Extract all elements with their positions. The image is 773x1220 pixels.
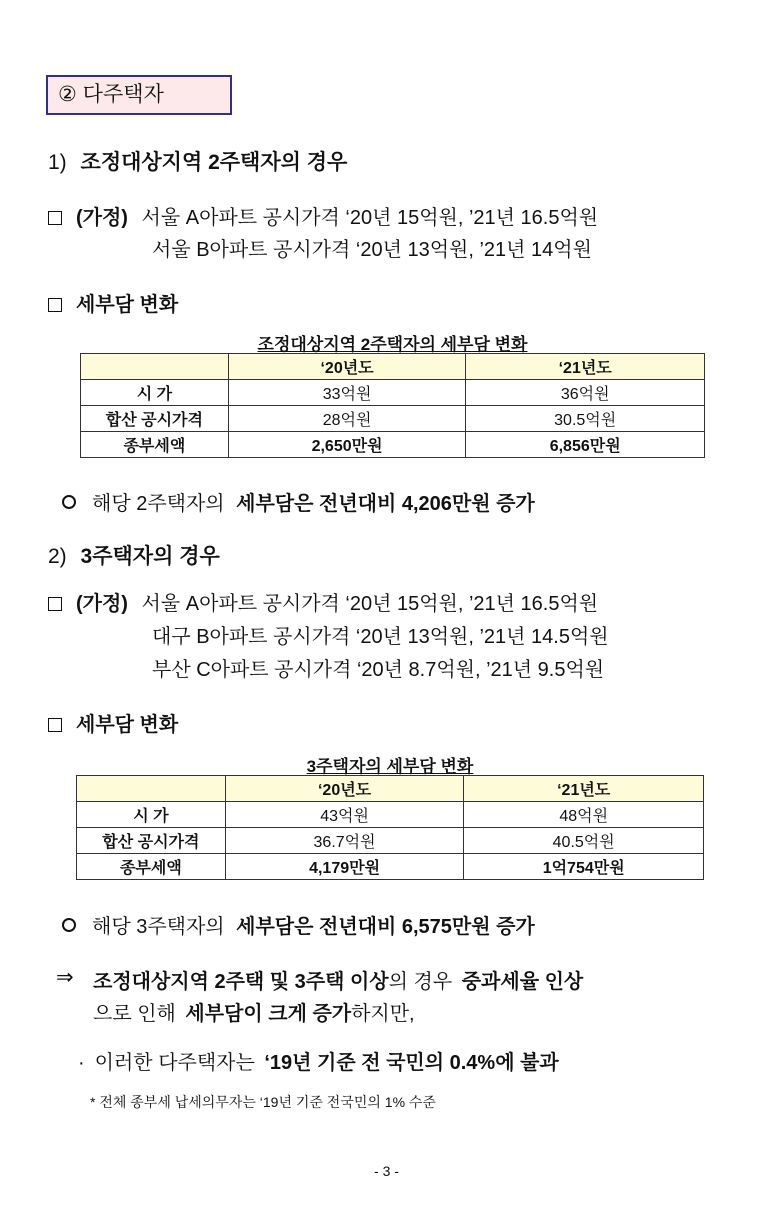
footnote: * 전체 종부세 납세의무자는 ‘19년 기준 전국민의 1% 수준: [90, 1094, 436, 1110]
conclusion-bold-2: 중과세율 인상: [461, 971, 584, 993]
cell-2021: 1억754만원: [464, 854, 704, 880]
table-header-2021: ‘21년도: [464, 776, 704, 802]
part1-assume-text-2: 서울 B아파트 공시가격 ‘20년 13억원, ’21년 14억원: [152, 239, 592, 261]
part2-num: 2): [48, 545, 67, 568]
conclusion-sub-bold: ‘19년 기준 전 국민의 0.4%에 불과: [264, 1052, 559, 1074]
circle-bullet-icon: [62, 495, 76, 509]
part2-heading-text: 3주택자의 경우: [80, 545, 220, 568]
conclusion-sub-plain: 이러한 다주택자는: [94, 1052, 255, 1074]
part2-assume-label: (가정): [76, 593, 128, 615]
table-row: [77, 828, 704, 854]
table-row-total: [81, 432, 705, 458]
row-label: 종부세액: [77, 854, 226, 880]
circle-bullet-icon: [62, 918, 76, 932]
cell-2020: 28억원: [228, 406, 466, 432]
part1-change-heading: [48, 288, 178, 317]
table-header-2021: ‘21년도: [466, 354, 705, 380]
conclusion-arrow-icon: ⇒: [56, 966, 74, 989]
part2-heading: [48, 540, 220, 570]
cell-2020: 36.7억원: [225, 828, 464, 854]
part1-heading-text: 조정대상지역 2주택자의 경우: [80, 151, 348, 174]
table-header-row: [77, 776, 704, 802]
square-bullet-icon: [48, 597, 62, 611]
part1-result: [62, 487, 535, 516]
part1-tax-table: [80, 353, 705, 458]
dot-bullet-icon: ·: [78, 1052, 85, 1074]
conclusion-line-2: [93, 997, 415, 1026]
conclusion-bold-3: 세부담이 크게 증가: [185, 1003, 352, 1025]
part1-result-plain: 해당 2주택자의: [92, 493, 225, 515]
table-row-total: [77, 854, 704, 880]
cell-2021: 48억원: [464, 802, 704, 828]
cell-2020: 2,650만원: [228, 432, 466, 458]
cell-2021: 40.5억원: [464, 828, 704, 854]
part2-change-label: 세부담 변화: [76, 714, 179, 736]
part1-table-caption: 조정대상지역 2주택자의 세부담 변화: [257, 335, 528, 354]
part1-assumption-line-1: [48, 201, 598, 230]
table-header-2020: ‘20년도: [225, 776, 464, 802]
part2-assumption-line-2: [152, 620, 609, 649]
table-row: [77, 802, 704, 828]
part2-result-plain: 해당 3주택자의: [92, 916, 225, 938]
part2-assumption-line-1: [48, 587, 598, 616]
table-header-row: [81, 354, 705, 380]
section-title: ② 다주택자: [58, 83, 164, 106]
row-label: 시 가: [77, 802, 226, 828]
square-bullet-icon: [48, 298, 62, 312]
conclusion-text-2: 으로 인해: [93, 1003, 176, 1025]
conclusion-text-1: 의 경우: [388, 971, 453, 993]
part2-assumption-line-3: [152, 653, 604, 682]
table-row: [81, 406, 705, 432]
conclusion-bold-1: 조정대상지역 2주택 및 3주택 이상: [93, 971, 389, 993]
cell-2021: 6,856만원: [466, 432, 705, 458]
cell-2021: 36억원: [466, 380, 705, 406]
part1-assume-label: (가정): [76, 207, 128, 229]
part2-change-heading: [48, 708, 178, 737]
part1-assumption-line-2: [152, 233, 592, 262]
square-bullet-icon: [48, 718, 62, 732]
row-label: 종부세액: [81, 432, 229, 458]
table-header-empty: [81, 354, 229, 380]
conclusion-text-3: 하지만,: [351, 1003, 415, 1025]
part2-tax-table: [76, 775, 704, 880]
part1-heading: [48, 146, 347, 176]
row-label: 시 가: [81, 380, 229, 406]
row-label: 합산 공시가격: [81, 406, 229, 432]
section-title-box: [46, 75, 232, 115]
page-number: - 3 -: [374, 1163, 399, 1179]
row-label: 합산 공시가격: [77, 828, 226, 854]
part1-result-bold: 세부담은 전년대비 4,206만원 증가: [236, 493, 535, 515]
part2-assume-text-1: 서울 A아파트 공시가격 ‘20년 15억원, ’21년 16.5억원: [141, 593, 599, 615]
part1-assume-text-1: 서울 A아파트 공시가격 ‘20년 15억원, ’21년 16.5억원: [141, 207, 599, 229]
part2-result-bold: 세부담은 전년대비 6,575만원 증가: [236, 916, 535, 938]
conclusion-sub: [78, 1046, 559, 1075]
part2-result: [62, 910, 535, 939]
square-bullet-icon: [48, 211, 62, 225]
table-header-2020: ‘20년도: [228, 354, 466, 380]
cell-2020: 43억원: [225, 802, 464, 828]
table-row: [81, 380, 705, 406]
part2-assume-text-3: 부산 C아파트 공시가격 ‘20년 8.7억원, ’21년 9.5억원: [152, 659, 605, 681]
part2-table-caption: 3주택자의 세부담 변화: [306, 757, 474, 776]
cell-2020: 33억원: [228, 380, 466, 406]
part2-assume-text-2: 대구 B아파트 공시가격 ‘20년 13억원, ’21년 14.5억원: [152, 626, 609, 648]
cell-2020: 4,179만원: [225, 854, 464, 880]
table-header-empty: [77, 776, 226, 802]
part1-num: 1): [48, 151, 67, 174]
cell-2021: 30.5억원: [466, 406, 705, 432]
conclusion-line-1: [93, 965, 710, 994]
part1-change-label: 세부담 변화: [76, 294, 179, 316]
